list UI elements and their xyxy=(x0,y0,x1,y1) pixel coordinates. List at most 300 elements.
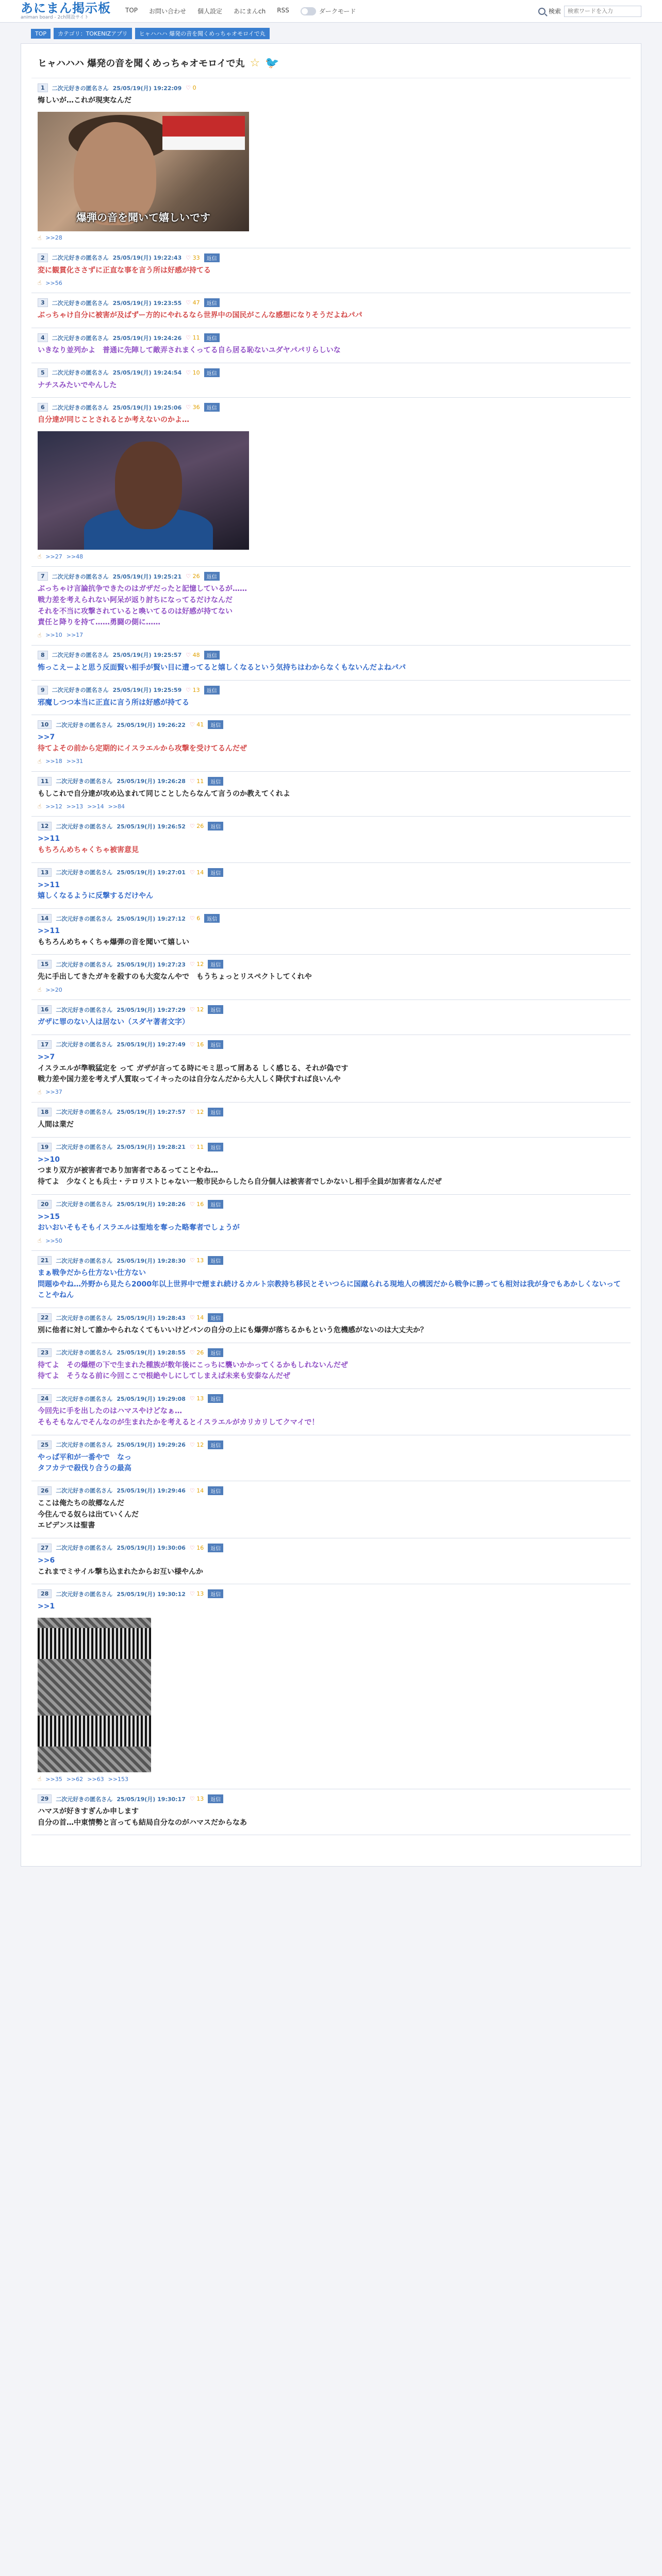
post-body xyxy=(38,1268,624,1301)
post-body xyxy=(38,1155,624,1188)
post-number[interactable]: 11 xyxy=(38,777,52,786)
reply-button[interactable]: 返信 xyxy=(208,1040,223,1049)
reply-button[interactable]: 返信 xyxy=(208,1143,223,1151)
post-line: 待てよその前から定期的にイスラエルから攻撃を受けてるんだぜ xyxy=(38,744,247,753)
post-line: 自分達が同じことされるとか考えないのかよ… xyxy=(38,416,189,425)
hand-pointer-icon: ☝ xyxy=(38,234,42,242)
reply-button[interactable]: 返信 xyxy=(204,914,220,923)
nav-contact[interactable]: お問い合わせ xyxy=(149,8,187,15)
back-references xyxy=(38,1089,624,1096)
post-image[interactable] xyxy=(38,112,624,231)
post-body xyxy=(38,1555,624,1578)
like-count-value: 11 xyxy=(196,1143,204,1150)
post-number[interactable]: 13 xyxy=(38,868,52,877)
reply-button[interactable]: 返信 xyxy=(204,253,220,262)
reply-button[interactable]: 返信 xyxy=(208,1108,223,1116)
reply-anchor-link[interactable]: >>15 xyxy=(38,1212,60,1221)
back-references xyxy=(38,632,624,639)
post-author: 二次元好きの匿名さん xyxy=(56,1041,113,1048)
post-author: 二次元好きの匿名さん xyxy=(56,823,113,830)
like-count[interactable] xyxy=(186,334,200,341)
post-number[interactable]: 20 xyxy=(38,1200,52,1209)
image-thumbnail[interactable] xyxy=(38,112,249,231)
post-author: 二次元好きの匿名さん xyxy=(56,1314,113,1321)
thread-title-bar xyxy=(31,51,631,78)
back-reference-link[interactable]: >>35 xyxy=(45,1775,62,1783)
post-number[interactable]: 6 xyxy=(38,403,48,412)
like-count[interactable] xyxy=(190,1590,204,1597)
heart-icon[interactable]: ♡ xyxy=(189,1143,197,1150)
post-number[interactable]: 25 xyxy=(38,1440,52,1449)
post-number[interactable]: 16 xyxy=(38,1005,52,1014)
hand-pointer-icon: ☝ xyxy=(38,803,42,810)
post-body xyxy=(38,95,624,107)
like-count[interactable] xyxy=(190,823,204,829)
heart-icon[interactable]: ♡ xyxy=(189,823,197,830)
toggle-switch[interactable] xyxy=(301,7,316,15)
post-image[interactable] xyxy=(38,431,624,550)
hand-pointer-icon: ☝ xyxy=(38,986,42,994)
heart-icon[interactable]: ♡ xyxy=(186,84,193,91)
post-author: 二次元好きの匿名さん xyxy=(52,652,109,659)
post-meta xyxy=(38,1440,624,1449)
post-item xyxy=(31,1435,631,1481)
like-count-value: 33 xyxy=(192,254,200,261)
like-count-value: 11 xyxy=(196,777,204,785)
post-body xyxy=(38,1806,624,1828)
like-count[interactable] xyxy=(190,1395,204,1402)
back-references xyxy=(38,1775,624,1783)
post-meta xyxy=(38,1200,624,1209)
like-count[interactable] xyxy=(186,573,200,580)
post-item xyxy=(31,248,631,294)
post-body xyxy=(38,663,624,674)
reply-button[interactable]: 返信 xyxy=(208,1486,223,1495)
like-count[interactable] xyxy=(190,1545,204,1551)
like-count[interactable] xyxy=(190,778,204,785)
post-number[interactable]: 2 xyxy=(38,253,48,262)
heart-icon[interactable]: ♡ xyxy=(189,1487,197,1494)
heart-icon[interactable]: ♡ xyxy=(189,1041,197,1048)
heart-icon[interactable]: ♡ xyxy=(189,777,197,785)
post-line: 悔しいが…これが現実なんだ xyxy=(38,96,131,105)
like-count[interactable] xyxy=(186,687,200,693)
like-count[interactable] xyxy=(190,1487,204,1494)
post-item xyxy=(31,567,631,646)
post-date: 25/05/19(月) 19:22:09 xyxy=(112,84,182,92)
post-date: 25/05/19(月) 19:25:59 xyxy=(112,687,182,694)
post-line: それを不当に攻撃されていると喚いてるのは好感が持てない xyxy=(38,607,233,616)
reply-button[interactable]: 返信 xyxy=(208,1256,223,1265)
post-number[interactable]: 12 xyxy=(38,822,52,831)
post-body xyxy=(38,789,624,800)
dark-mode-toggle[interactable] xyxy=(301,7,356,15)
reply-button[interactable]: 返信 xyxy=(208,1200,223,1209)
post-date: 25/05/19(月) 19:25:06 xyxy=(112,404,182,411)
post-author: 二次元好きの匿名さん xyxy=(52,299,109,307)
post-line: そもそもなんでそんなのが生まれたかを考えるとイスラエルがカリカリしてクマイで！ xyxy=(38,1418,319,1427)
reply-button[interactable]: 返信 xyxy=(208,1794,223,1803)
reply-button[interactable]: 返信 xyxy=(204,686,220,694)
post-number[interactable]: 22 xyxy=(38,1313,52,1322)
post-number[interactable]: 4 xyxy=(38,333,48,342)
heart-icon[interactable]: ♡ xyxy=(189,915,197,922)
heart-icon[interactable]: ♡ xyxy=(189,1349,197,1356)
post-author: 二次元好きの匿名さん xyxy=(56,1109,113,1116)
reply-anchor-link[interactable]: >>7 xyxy=(38,733,55,742)
heart-icon[interactable]: ♡ xyxy=(189,1108,197,1115)
like-count[interactable] xyxy=(186,652,200,658)
post-number[interactable]: 21 xyxy=(38,1256,52,1265)
like-count[interactable] xyxy=(190,1349,204,1356)
nav-top[interactable]: TOP xyxy=(125,7,138,14)
like-count-value: 13 xyxy=(196,1257,204,1264)
post-number[interactable]: 8 xyxy=(38,651,48,659)
like-count[interactable] xyxy=(190,961,204,968)
post-number[interactable]: 5 xyxy=(38,368,48,377)
like-count-value: 26 xyxy=(196,1349,204,1356)
post-meta xyxy=(38,1348,624,1357)
post-author: 二次元好きの匿名さん xyxy=(56,778,113,785)
footer-space xyxy=(31,1835,631,1845)
post-number[interactable]: 1 xyxy=(38,83,48,92)
like-count[interactable] xyxy=(190,721,204,728)
back-reference-link[interactable]: >>56 xyxy=(45,279,62,286)
nav-animanch[interactable]: あにまんch xyxy=(234,8,266,15)
post-line: つまり双方が被害者であり加害者であるってことやね… xyxy=(38,1166,218,1175)
post-line: 問題ゆやね…外野から見たら2000年以上世界中で煙まれ続けるカルト宗教持ち移民とそいつらに国蹴られる現地人の構図だから戦争に勝っても相対は我が身でもあかしくないってことやねん xyxy=(38,1280,621,1300)
back-reference-link[interactable]: >>20 xyxy=(45,986,62,993)
post-number[interactable]: 23 xyxy=(38,1348,52,1357)
post-meta xyxy=(38,1313,624,1322)
heart-icon[interactable]: ♡ xyxy=(189,869,197,876)
post-author: 二次元好きの匿名さん xyxy=(52,687,109,694)
post-line: やっぱ平和が一番やで なっ xyxy=(38,1453,131,1462)
reply-anchor-link[interactable]: >>7 xyxy=(38,1053,55,1061)
reply-button[interactable]: 返信 xyxy=(208,720,223,729)
post-date: 25/05/19(月) 19:26:52 xyxy=(117,823,186,830)
post-meta xyxy=(38,720,624,729)
post-author: 二次元好きの匿名さん xyxy=(56,1442,113,1448)
post-image[interactable] xyxy=(38,1618,624,1772)
heart-icon[interactable]: ♡ xyxy=(186,651,193,658)
post-number[interactable]: 10 xyxy=(38,720,52,729)
like-count[interactable] xyxy=(190,1201,204,1208)
reply-button[interactable]: 返信 xyxy=(208,1394,223,1403)
post-meta xyxy=(38,83,624,92)
heart-icon[interactable]: ♡ xyxy=(186,254,193,261)
heart-icon[interactable]: ♡ xyxy=(186,404,193,411)
post-body xyxy=(38,1120,624,1131)
heart-icon[interactable]: ♡ xyxy=(189,1590,197,1598)
like-count-value: 14 xyxy=(196,1487,204,1494)
twitter-bird-icon[interactable]: 🐦 xyxy=(265,56,279,70)
like-count[interactable] xyxy=(190,1109,204,1115)
post-meta xyxy=(38,777,624,786)
post-meta xyxy=(38,1256,624,1265)
hand-pointer-icon: ☝ xyxy=(38,1237,42,1244)
reply-button[interactable]: 返信 xyxy=(208,960,223,969)
back-reference-link[interactable]: >>13 xyxy=(66,803,84,810)
back-references xyxy=(38,803,624,810)
reply-button[interactable]: 返信 xyxy=(208,1348,223,1357)
post-line: ぶっちゃけ言論抗争できたのはガザだったと記憶しているが…… xyxy=(38,585,247,594)
post-line: 自分の首…中東情勢と言っても結局自分なのがハマスだからなあ xyxy=(38,1818,247,1827)
back-reference-link[interactable]: >>37 xyxy=(45,1089,62,1096)
back-reference-link[interactable]: >>10 xyxy=(45,632,62,639)
like-count-value: 36 xyxy=(192,404,200,411)
post-line: もちろんめちゃくちゃ爆弾の音を聞いて嬉しい xyxy=(38,938,189,946)
post-body xyxy=(38,310,624,321)
heart-icon[interactable]: ♡ xyxy=(189,961,197,968)
heart-icon[interactable]: ♡ xyxy=(186,369,193,376)
hand-pointer-icon: ☝ xyxy=(38,631,42,639)
like-count[interactable] xyxy=(190,915,200,922)
post-line: ガザに罪のない人は居ない（スダヤ著者文字） xyxy=(38,1018,189,1027)
post-author: 二次元好きの匿名さん xyxy=(56,1144,113,1151)
post-date: 25/05/19(月) 19:28:30 xyxy=(117,1257,186,1264)
search-input[interactable] xyxy=(564,6,641,17)
back-reference-link[interactable]: >>153 xyxy=(108,1775,129,1783)
post-date: 25/05/19(月) 19:25:21 xyxy=(112,573,182,580)
reply-button[interactable]: 返信 xyxy=(208,1589,223,1598)
reply-button[interactable]: 返信 xyxy=(208,1440,223,1449)
like-count-value: 12 xyxy=(196,1108,204,1115)
reply-anchor-link[interactable]: >>6 xyxy=(38,1556,55,1565)
back-reference-link[interactable]: >>84 xyxy=(108,803,125,810)
post-item xyxy=(31,1035,631,1103)
like-count[interactable] xyxy=(186,404,200,411)
post-number[interactable]: 14 xyxy=(38,914,52,923)
heart-icon[interactable]: ♡ xyxy=(186,299,193,307)
reply-button[interactable]: 返信 xyxy=(208,777,223,786)
like-count[interactable] xyxy=(190,1442,204,1448)
like-count-value: 6 xyxy=(196,915,201,922)
back-reference-link[interactable]: >>62 xyxy=(66,1775,84,1783)
post-body xyxy=(38,1325,624,1336)
image-decoration xyxy=(38,1628,151,1659)
like-count[interactable] xyxy=(186,84,196,91)
like-count[interactable] xyxy=(190,1314,204,1321)
post-line: 待てよ その爆煙の下で生まれた種族が数年後にこっちに襲いかかってくるかもしれないんだぜ xyxy=(38,1361,348,1369)
post-number[interactable]: 29 xyxy=(38,1794,52,1803)
post-meta xyxy=(38,686,624,694)
search-area xyxy=(538,6,641,17)
post-item xyxy=(31,863,631,909)
reply-button[interactable]: 返信 xyxy=(204,572,220,581)
post-author: 二次元好きの匿名さん xyxy=(52,404,109,411)
post-number[interactable]: 9 xyxy=(38,686,48,694)
reply-button[interactable]: 返信 xyxy=(208,1544,223,1552)
breadcrumb-top[interactable]: TOP xyxy=(31,29,51,39)
like-count[interactable] xyxy=(186,369,200,376)
like-count-value: 13 xyxy=(196,1795,204,1802)
back-reference-link[interactable]: >>50 xyxy=(45,1237,62,1244)
post-line: ハマスが好きすぎんか申します xyxy=(38,1807,139,1816)
post-meta xyxy=(38,1143,624,1151)
heart-icon[interactable]: ♡ xyxy=(189,721,197,728)
post-number[interactable]: 28 xyxy=(38,1589,52,1598)
like-count[interactable] xyxy=(190,1795,204,1802)
post-date: 25/05/19(月) 19:22:43 xyxy=(112,255,182,262)
image-thumbnail[interactable] xyxy=(38,431,249,550)
image-thumbnail[interactable] xyxy=(38,1618,151,1772)
post-line: もしこれで自分達が攻め込まれて同じことしたらなんて言うのか教えてくれよ xyxy=(38,789,290,798)
post-body xyxy=(38,415,624,426)
heart-icon[interactable]: ♡ xyxy=(189,1544,197,1551)
post-list xyxy=(31,78,631,1835)
post-number[interactable]: 27 xyxy=(38,1544,52,1552)
back-reference-link[interactable]: >>14 xyxy=(87,803,104,810)
back-reference-link[interactable]: >>63 xyxy=(87,1775,104,1783)
back-reference-link[interactable]: >>18 xyxy=(45,758,62,765)
back-reference-link[interactable]: >>17 xyxy=(66,632,84,639)
post-item xyxy=(31,817,631,862)
post-meta xyxy=(38,1040,624,1049)
post-line: ぶっちゃけ自分に被害が及ばずー方的にやれるなら世界中の国民がこんな感想になりそうだよねパパ xyxy=(38,311,362,320)
heart-icon[interactable]: ♡ xyxy=(189,1395,197,1402)
post-line: 嬉しくなるように反撃するだけやん xyxy=(38,892,153,901)
breadcrumb xyxy=(0,23,662,39)
reply-anchor-link[interactable]: >>11 xyxy=(38,927,60,936)
back-references xyxy=(38,279,624,286)
like-count[interactable] xyxy=(190,1006,204,1013)
nav-settings[interactable]: 個人設定 xyxy=(197,8,223,15)
post-body xyxy=(38,834,624,856)
post-author: 二次元好きの匿名さん xyxy=(56,1201,113,1208)
back-reference-link[interactable]: >>27 xyxy=(45,553,62,560)
post-date: 25/05/19(月) 19:28:26 xyxy=(117,1201,186,1208)
post-date: 25/05/19(月) 19:30:17 xyxy=(117,1795,186,1803)
post-item xyxy=(31,293,631,328)
post-number[interactable]: 26 xyxy=(38,1486,52,1495)
post-line: エピデンスは聖書 xyxy=(38,1521,95,1530)
reply-button[interactable]: 返信 xyxy=(208,822,223,831)
heart-icon[interactable]: ♡ xyxy=(189,1257,197,1264)
post-item xyxy=(31,1308,631,1343)
post-item xyxy=(31,1138,631,1195)
post-line: いきなり並列かよ 普通に先陣して敵弄されまくってる自ら居る恥ないユダヤパパリらしいな xyxy=(38,346,341,355)
post-number[interactable]: 18 xyxy=(38,1108,52,1116)
post-author: 二次元好きの匿名さん xyxy=(56,961,113,968)
heart-icon[interactable]: ♡ xyxy=(189,1441,197,1448)
post-author: 二次元好きの匿名さん xyxy=(56,1487,113,1495)
post-body xyxy=(38,345,624,357)
like-count[interactable] xyxy=(190,1041,204,1048)
back-reference-link[interactable]: >>48 xyxy=(66,553,84,560)
post-date: 25/05/19(月) 19:23:55 xyxy=(112,299,182,307)
like-count-value: 14 xyxy=(196,1314,204,1321)
reply-button[interactable]: 返信 xyxy=(204,368,220,377)
image-decoration xyxy=(115,442,182,529)
like-count-value: 12 xyxy=(196,1006,204,1013)
breadcrumb-category[interactable]: カテゴリ：TOKENIZアプリ xyxy=(54,28,132,39)
reply-button[interactable]: 返信 xyxy=(204,298,220,307)
reply-anchor-link[interactable]: >>11 xyxy=(38,835,60,843)
like-count[interactable] xyxy=(186,255,200,261)
post-meta xyxy=(38,253,624,262)
post-line: 待てよ 少なくとも兵士・テロリストじゃない一般市民からしたら自分個人は被害者でしかないし相手全員が加害者なんだぜ xyxy=(38,1177,442,1186)
post-number[interactable]: 17 xyxy=(38,1040,52,1049)
post-meta xyxy=(38,368,624,377)
post-item xyxy=(31,955,631,1000)
like-count[interactable] xyxy=(190,869,204,876)
reply-button[interactable]: 返信 xyxy=(208,1005,223,1014)
like-count-value: 12 xyxy=(196,1441,204,1448)
post-date: 25/05/19(月) 19:29:46 xyxy=(117,1487,186,1495)
back-reference-link[interactable]: >>12 xyxy=(45,803,62,810)
hand-pointer-icon: ☝ xyxy=(38,1088,42,1096)
nav-rss[interactable]: RSS xyxy=(277,7,289,14)
post-number[interactable]: 15 xyxy=(38,960,52,969)
post-item xyxy=(31,1481,631,1538)
post-author: 二次元好きの匿名さん xyxy=(56,721,113,728)
like-count[interactable] xyxy=(190,1257,204,1264)
post-body xyxy=(38,265,624,277)
heart-icon[interactable]: ♡ xyxy=(186,573,193,580)
post-number[interactable]: 24 xyxy=(38,1394,52,1403)
reply-anchor-link[interactable]: >>10 xyxy=(38,1155,60,1164)
heart-icon[interactable]: ♡ xyxy=(189,1006,197,1013)
heart-icon[interactable]: ♡ xyxy=(189,1314,197,1321)
post-body xyxy=(38,732,624,754)
heart-icon[interactable]: ♡ xyxy=(186,334,193,342)
post-number[interactable]: 19 xyxy=(38,1143,52,1151)
hand-pointer-icon: ☝ xyxy=(38,279,42,287)
reply-button[interactable]: 返信 xyxy=(208,868,223,877)
image-caption: 爆弾の音を聞いて嬉しいです xyxy=(76,211,210,224)
post-item xyxy=(31,646,631,681)
heart-icon[interactable]: ♡ xyxy=(189,1795,197,1802)
post-meta xyxy=(38,333,624,342)
reply-button[interactable]: 返信 xyxy=(208,1313,223,1322)
post-number[interactable]: 3 xyxy=(38,298,48,307)
post-line: 今回先に手を出したのはハマスやけどなぁ… xyxy=(38,1407,182,1416)
like-count[interactable] xyxy=(186,299,200,306)
like-count-value: 10 xyxy=(192,369,200,376)
search-icon[interactable] xyxy=(538,8,545,15)
reply-button[interactable]: 返信 xyxy=(204,403,220,412)
back-reference-link[interactable]: >>31 xyxy=(66,758,84,765)
heart-icon[interactable]: ♡ xyxy=(186,686,193,693)
post-item xyxy=(31,78,631,248)
reply-anchor-link[interactable]: >>1 xyxy=(38,1602,55,1611)
post-line: 戦力差を考えられない阿呆が返り討ちになってるだけなんだ xyxy=(38,596,233,604)
like-count-value: 47 xyxy=(192,299,200,307)
back-reference-link[interactable]: >>28 xyxy=(45,234,62,242)
breadcrumb-thread[interactable]: ヒャハハハ 爆発の音を聞くめっちゃオモロイで丸 xyxy=(135,28,270,39)
back-references xyxy=(38,553,624,560)
post-date: 25/05/19(月) 19:28:43 xyxy=(117,1314,186,1321)
reply-button[interactable]: 返信 xyxy=(204,651,220,659)
like-count[interactable] xyxy=(190,1144,204,1150)
reply-button[interactable]: 返信 xyxy=(204,333,220,342)
image-decoration xyxy=(162,137,245,150)
post-author: 二次元好きの匿名さん xyxy=(56,1006,113,1013)
post-body xyxy=(38,1212,624,1234)
site-logo[interactable] xyxy=(21,2,111,20)
favorite-star-icon[interactable]: ☆ xyxy=(250,56,260,70)
post-author: 二次元好きの匿名さん xyxy=(56,1545,113,1552)
post-meta xyxy=(38,822,624,831)
post-author: 二次元好きの匿名さん xyxy=(52,334,109,342)
post-author: 二次元好きの匿名さん xyxy=(56,1257,113,1264)
post-number[interactable]: 7 xyxy=(38,572,48,581)
reply-anchor-link[interactable]: >>11 xyxy=(38,880,60,889)
post-body xyxy=(38,1406,624,1428)
heart-icon[interactable]: ♡ xyxy=(189,1200,197,1208)
post-body xyxy=(38,380,624,392)
